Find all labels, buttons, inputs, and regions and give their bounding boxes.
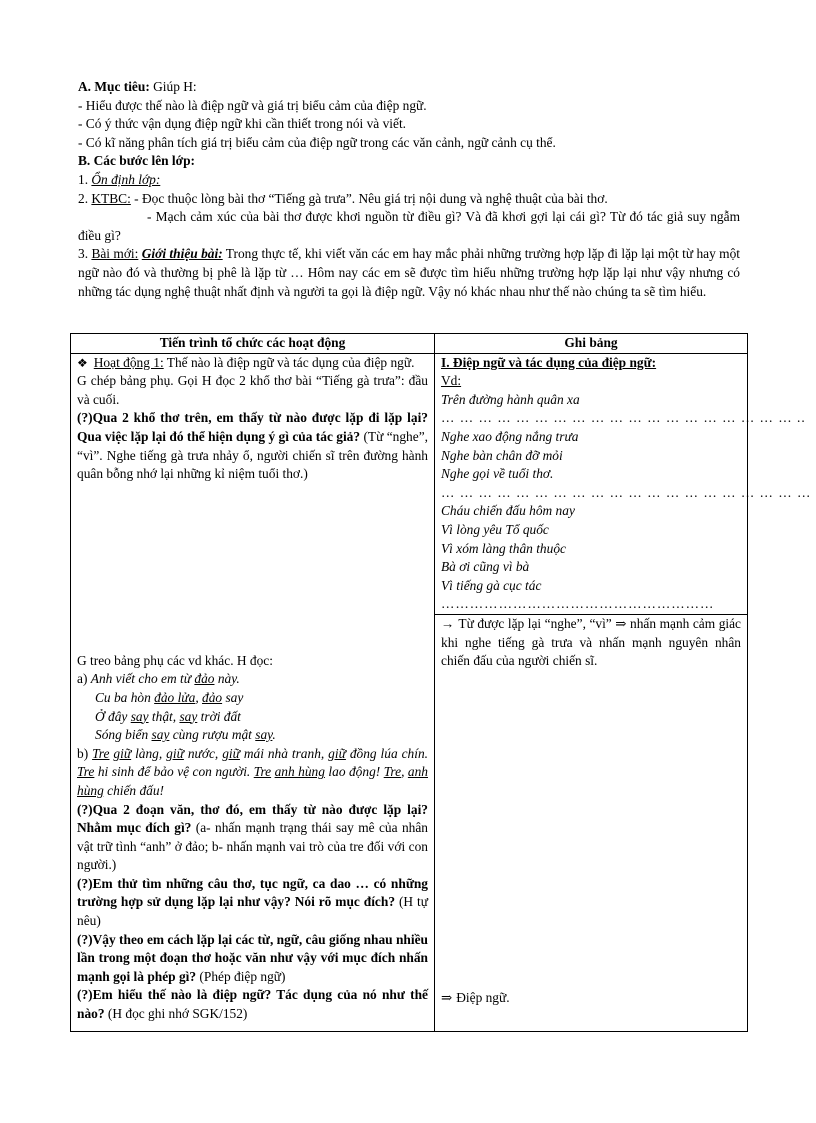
question-3-bold: (?)Em thử tìm những câu thơ, tục ngữ, ca dao … có những trường hợp sử dụng lặp lại như vậy? Nói rõ mục đích? <box>77 875 428 910</box>
goal-1: - Hiểu được thế nào là điệp ngữ và giá trị biểu cảm của điệp ngữ. <box>78 97 427 113</box>
ex-b-u8: anh hùng <box>274 764 325 780</box>
ex-b-u10: anh hùng <box>77 764 428 798</box>
goal-3: - Có kĩ năng phân tích giá trị biểu cảm của điệp ngữ trong các văn cảnh, ngữ cảnh cụ thể. <box>78 134 556 150</box>
ex-b-u9: Tre <box>383 764 402 780</box>
ex-b-u6: Tre <box>77 764 95 780</box>
ex-b-t2: làng, <box>131 745 167 761</box>
ex-b-u3: giữ <box>166 745 184 761</box>
ex-b-t9: , <box>401 764 408 780</box>
poem-line-1: Trên đường hành quân xa <box>441 391 580 407</box>
ex-a3-pre: Ở đây <box>95 708 131 724</box>
poem-line <box>441 502 741 521</box>
ex-b-t8: lao động! <box>324 764 384 780</box>
question-1-bold: (?)Qua 2 khổ thơ trên, em thấy từ nào được lặp đi lặp lại? Qua việc lặp lại đó thể hiện dụng ý gì của tác giả? <box>77 410 428 444</box>
ex-a4-pre: Sóng biển <box>95 727 152 743</box>
spacer <box>441 671 741 989</box>
step-1 <box>78 171 740 190</box>
poem-line-9: Vì tiếng gà cục tác <box>441 577 542 593</box>
question-2-bold: (?)Qua 2 đoạn văn, thơ đó, em thấy từ nào được lặp lại? Nhằm mục đích gì? <box>77 801 428 836</box>
board-result-text: Điệp ngữ. <box>456 989 510 1005</box>
board-note <box>441 615 741 671</box>
diamond-bullet-icon: ❖ <box>77 355 88 370</box>
question-4 <box>77 931 428 987</box>
table-header-row <box>71 334 748 354</box>
steps-heading <box>78 152 740 171</box>
board-vd <box>441 372 741 391</box>
objectives-text: Giúp H: <box>149 79 197 94</box>
ex-a2-u1: đảo lửa <box>154 689 196 705</box>
question-2 <box>77 801 428 875</box>
step-2-continued <box>78 208 740 245</box>
teacher-note-1: G chép bảng phụ. Gọi H đọc 2 khổ thơ bài “Tiếng gà trưa”: đầu và cuối. <box>77 373 428 407</box>
table-row <box>71 353 748 1031</box>
objectives-line <box>78 78 740 97</box>
poem-line <box>441 540 741 559</box>
board-note-text: Từ được lặp lại “nghe”, “vì” ⇒ nhấn mạnh cảm giác khi nghe tiếng gà trưa và nhấn mạnh nguyên nhân chiến đấu của người chiến sĩ. <box>441 615 741 669</box>
step-3-bold: Giới thiệu bài: <box>141 246 223 262</box>
ex-b-u4: giữ <box>222 745 240 761</box>
ex-a2-pre: Cu ba hòn <box>95 689 155 705</box>
question-3-answer: (H tự nêu) <box>77 894 428 929</box>
poem-line <box>441 428 741 447</box>
step-3 <box>78 245 740 301</box>
ex-b-t6: hi sinh để bảo vệ con người. <box>94 764 254 780</box>
goal-2: - Có ý thức vận dụng điệp ngữ khi cần thiết trong nói và viết. <box>78 116 407 132</box>
teacher-note-2: G treo bảng phụ các vd khác. H đọc: <box>77 652 273 668</box>
board-cell <box>435 353 812 1031</box>
step-2-text2: - Mạch cảm xúc của bài thơ được khơi nguồn từ điều gì? Và đã khơi gợi lại cái gì? Từ đó tác giả suy ngẫm điều gì? <box>78 209 740 243</box>
ex-a2-u2: đảo <box>202 689 223 705</box>
ex-b-t4: mái nhà tranh, <box>239 745 329 761</box>
step-1-num: 1. <box>78 171 92 187</box>
question-2-answer: (a- nhấn mạnh trạng thái say mê của nhân vật trữ tình “anh” ở đảo; b- nhấn mạnh vai trò của tre đối với con người.) <box>77 820 428 873</box>
ex-a4-post: . <box>272 727 276 743</box>
board-heading-text: I. Điệp ngữ và tác dụng của điệp ngữ: <box>441 354 657 370</box>
poem-line <box>441 577 741 596</box>
question-1 <box>77 409 428 483</box>
ex-a1-u: đảo <box>194 671 215 687</box>
objectives-label: A. Mục tiêu: <box>78 79 150 94</box>
poem-line-5: Cháu chiến đấu hôm nay <box>441 503 575 519</box>
question-3 <box>77 875 428 931</box>
poem-line <box>441 465 741 484</box>
right-arrow-icon: → <box>441 615 455 631</box>
example-b-label: b) <box>77 745 93 761</box>
ex-b-t5: đồng lúa chín. <box>345 745 428 761</box>
ellipsis-line-3: ………………………………………………… <box>441 596 715 612</box>
ex-a1-post: này. <box>214 671 240 687</box>
ex-a1-pre: Anh viết cho em từ <box>90 671 195 687</box>
ex-b-t10: chiến đấu! <box>103 782 165 798</box>
spacer <box>77 484 428 652</box>
ex-a4-mid: cùng rượu mật <box>169 727 256 743</box>
step-2-num: 2. <box>78 190 92 206</box>
step-2-text: - Đọc thuộc lòng bài thơ “Tiếng gà trưa”. Nêu giá trị nội dung và nghệ thuật của bài thơ. <box>130 190 608 206</box>
example-a-label: a) <box>77 671 91 687</box>
activity-1-text: Thế nào là điệp ngữ và tác dụng của điệp ngữ. <box>163 354 415 370</box>
poem-line-2: Nghe xao động nắng trưa <box>441 428 579 444</box>
ellipsis-line-1: … … … … … … … … … … … … … … … … … … … .. <box>441 410 806 426</box>
step-2-label: KTBC: <box>91 190 131 206</box>
poem-line-4: Nghe gọi về tuổi thơ. <box>441 466 554 482</box>
ex-a2-mid: , <box>195 689 203 705</box>
activity-table <box>70 333 812 1032</box>
poem-line-7: Vì xóm làng thân thuộc <box>441 540 566 556</box>
ex-a3-u1: say <box>130 708 149 724</box>
question-5-answer: (H đọc ghi nhớ SGK/152) <box>104 1006 248 1022</box>
double-arrow-icon: ⇒ <box>441 989 453 1005</box>
question-4-answer: (Phép điệp ngữ) <box>196 968 286 984</box>
poem-line <box>441 447 741 466</box>
ellipsis-line-2: … … … … … … … … … … … … … … … … … … … … <box>441 484 812 500</box>
lesson-intro <box>78 78 740 301</box>
poem-line-8: Bà ơi cũng vì bà <box>441 559 530 575</box>
header-activities: Tiến trình tổ chức các hoạt động <box>71 334 435 354</box>
board-heading <box>441 354 741 373</box>
board-result <box>441 989 741 1008</box>
example-a-1 <box>77 670 428 689</box>
ex-b-u2: giữ <box>113 745 132 761</box>
header-board: Ghi bảng <box>435 334 748 354</box>
ex-a2-post: say <box>222 689 244 705</box>
activities-cell <box>71 353 435 1031</box>
question-5 <box>77 986 428 1023</box>
step-1-label: Ổn định lớp: <box>91 171 161 187</box>
ex-b-u1: Tre <box>92 745 110 761</box>
poem-line-3: Nghe bàn chân đỡ mỏi <box>441 447 563 463</box>
poem-line <box>441 521 741 540</box>
activity-1-label: Hoạt động 1: <box>93 354 164 370</box>
ex-a3-mid: thật, <box>148 708 180 724</box>
question-4-bold: (?)Vậy theo em cách lặp lại các từ, ngữ, câu giống nhau nhiều lần trong một đoạn thơ hoặc văn như vậy với mục đích nhấn mạnh gọi là phép gì? <box>77 931 428 984</box>
note-block <box>435 614 747 671</box>
ex-a3-post: trời đất <box>197 708 241 724</box>
board-vd-text: Vd: <box>441 373 462 389</box>
example-b <box>77 745 428 801</box>
activity-1 <box>77 354 428 373</box>
question-5-bold: (?)Em hiểu thế nào là điệp ngữ? Tác dụng của nó như thế nào? <box>77 987 428 1022</box>
step-2 <box>78 190 740 209</box>
ex-a3-u2: say <box>179 708 198 724</box>
step-3-num: 3. <box>78 246 92 262</box>
poem-line <box>441 391 741 410</box>
example-a-4 <box>77 726 428 745</box>
question-1-answer: (Từ “nghe”, “vì”. Nghe tiếng gà trưa nhảy ổ, người chiến sĩ trên đường hành quân bỗng nhớ lại những kỉ niệm tuổi thơ.) <box>77 428 428 482</box>
step-3-label: Bài mới: <box>91 246 139 262</box>
ex-a4-u2: say <box>255 727 273 743</box>
example-a-3 <box>77 708 428 727</box>
poem-line <box>441 558 741 577</box>
ex-b-t3: nước, <box>183 745 223 761</box>
ex-b-u7: Tre <box>253 764 272 780</box>
step-3-text: Trong thực tế, khi viết văn các em hay mắc phải những trường hợp lặp đi lặp lại một từ hay một ngữ nào đó và thường bị phê là lặp từ … Hôm nay các em sẽ được tìm hiểu những trường hợp lặp lại như vậy nhưng có những tác dụng nghệ thuật nhất định và người ta gọi là điệp ngữ. Vậy nó khác nhau như thế nào chúng ta sẽ tìm hiểu. <box>78 246 741 299</box>
steps-label: B. Các bước lên lớp: <box>78 153 195 169</box>
poem-line-6: Vì lòng yêu Tổ quốc <box>441 521 549 537</box>
ex-b-u5: giữ <box>328 745 346 761</box>
example-a-2 <box>77 689 428 708</box>
ex-a4-u1: say <box>151 727 170 743</box>
